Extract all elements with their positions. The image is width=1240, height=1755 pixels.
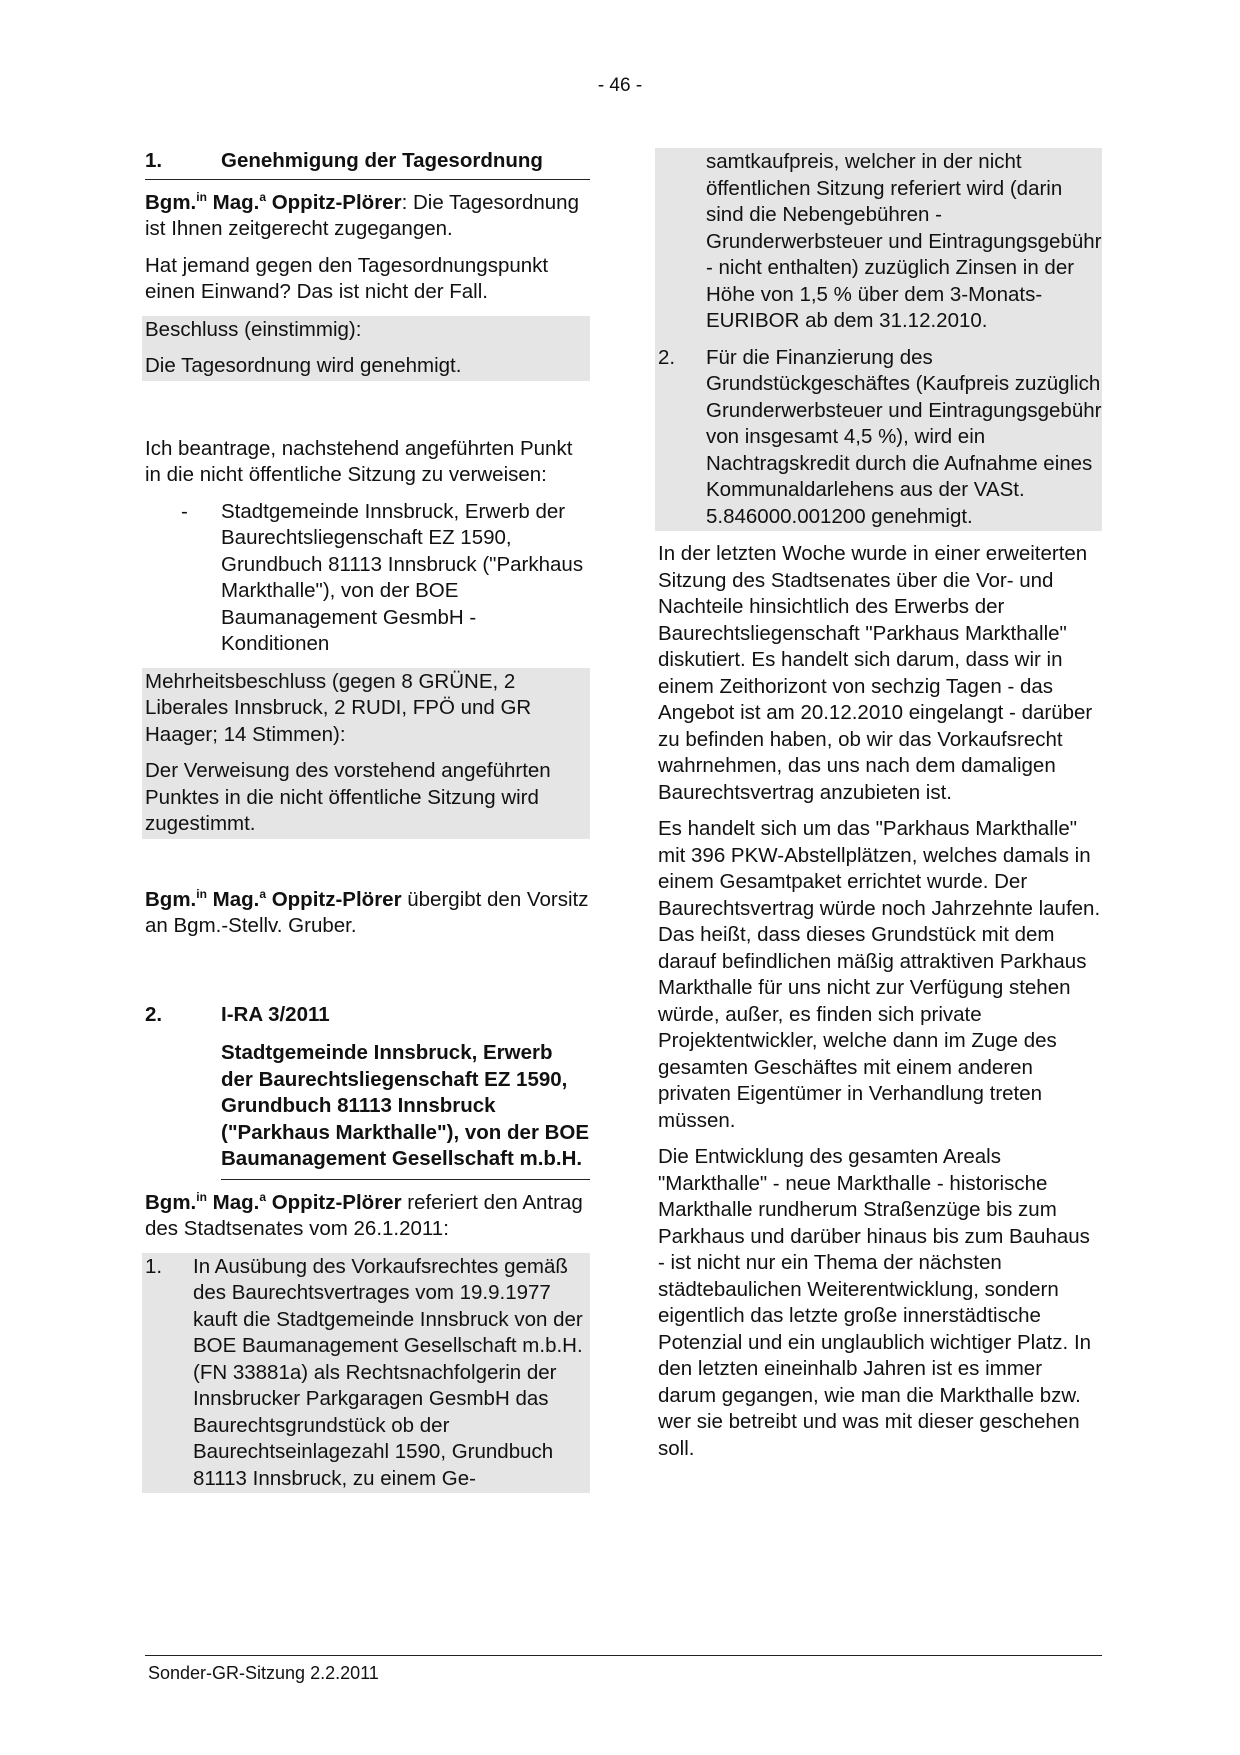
agenda-item-code: I-RA 3/2011 (221, 1002, 330, 1026)
motion-list-item (181, 499, 590, 658)
speaker-paragraph: Bgm.$^{in}$ Mag.$^a$ Oppitz-Plörer: Die Tagesordnung ist Ihnen zeitgerecht zugegangen. (145, 189, 579, 240)
point-number: 1. (145, 1254, 163, 1278)
decision-box (142, 316, 590, 381)
handover-paragraph: Bgm.$^{in}$ Mag.$^a$ Oppitz-Plörer übergibt den Vorsitz an Bgm.-Stellv. Gruber. (145, 886, 589, 937)
body-paragraph: In der letzten Woche wurde in einer erweiterten Sitzung des Stadtsenates über die Vor- und Nachteile hinsichtlich des Erwerbs der Baurechtsliegenschaft "Parkhaus Markthalle" diskutiert. Es handelt sich darum, dass wir in einem Zeithorizont von sechzig Tagen - das Angebot ist am 20.12.2010 eingelangt - darüber zu befinden haben, ob wir das Vorkaufsrecht wahrnehmen, das uns nach dem damaligen Baurechtsvertrag anzubieten ist. (658, 542, 1093, 804)
body-paragraph: Die Entwicklung des gesamten Areals "Markthalle" - neue Markthalle - historische Markthalle rundherum Straßenzüge bis zum Parkhaus und darüber hinaus bis zum Bauhaus - ist nicht nur ein Thema der nächsten städtebaulichen Weiterentwicklung, sondern eigentlich das letzte große innerstädtische Potenzial und ein unglaublich wichtiger Platz. In den letzten eineinhalb Jahren ist es immer darum gegangen, wie man die Markthalle bzw. wer sie betreibt und was mit dieser geschehen soll. (658, 1145, 1092, 1460)
point-text: Für die Finanzierung des Grundstückgeschäftes (Kaufpreis zuzüglich Grunderwerbsteuer und Eintragungsgebühr von insgesamt 4,5 %), wird ein Nachtragskredit durch die Aufnahme eines Kommunaldarlehens aus der VASt. 5.846000.001200 genehmigt. (706, 345, 1102, 528)
resolution-point-1-continued: samtkaufpreis, welcher in der nicht öffentlichen Sitzung referiert wird (darin sind die Nebengebühren - Grunderwerbsteuer und Eintragungsgebühr - nicht enthalten) zuzüglich Zinsen in der Höhe von 1,5 % über dem 3-Monats-EURIBOR ab dem 31.12.2010. (706, 150, 1102, 332)
majority-text: Der Verweisung des vorstehend angeführten Punktes in die nicht öffentliche Sitzung wird zugestimmt. (145, 759, 551, 835)
speaker-name: Bgm.$^{in}$ Mag.$^a$ Oppitz-Plörer (145, 886, 402, 911)
objection-question: Hat jemand gegen den Tagesordnungspunkt einen Einwand? Das ist nicht der Fall. (145, 253, 549, 303)
agenda-item-2-heading (145, 1002, 590, 1029)
left-column (145, 148, 590, 1493)
footer-divider (145, 1655, 1102, 1656)
majority-decision-box (142, 668, 590, 839)
majority-label: Mehrheitsbeschluss (gegen 8 GRÜNE, 2 Liberales Innsbruck, 2 RUDI, FPÖ und GR Haager; 14 Stimmen): (145, 669, 532, 746)
dash-bullet: - (181, 499, 188, 523)
intro-paragraph: Bgm.$^{in}$ Mag.$^a$ Oppitz-Plörer referiert den Antrag des Stadtsenates vom 26.1.2011: (145, 1189, 583, 1240)
resolution-point-1 (145, 1254, 590, 1493)
decision-text: Die Tagesordnung wird genehmigt. (145, 354, 462, 377)
agenda-item-title: Genehmigung der Tagesordnung (221, 149, 543, 172)
speaker-name: Bgm.$^{in}$ Mag.$^a$ Oppitz-Plörer (145, 189, 402, 214)
agenda-item-1-heading (145, 148, 590, 180)
motion-paragraph: Ich beantrage, nachstehend angeführten Punkt in die nicht öffentliche Sitzung zu verweisen: (145, 436, 573, 486)
point-number: 2. (658, 345, 676, 369)
point-text: In Ausübung des Vorkaufsrechtes gemäß des Baurechtsvertrages vom 19.9.1977 kauft die Stadtgemeinde Innsbruck von der BOE Baumanagement Gesellschaft m.b.H. (FN 33881a) als Rechtsnachfolgerin der Innsbrucker Parkgaragen GesmbH das Baurechtsgrundstück ob der Baurechtseinlagezahl 1590, Grundbuch 81113 Innsbruck, zu einem Ge- (193, 1254, 583, 1490)
speaker-name: Bgm.$^{in}$ Mag.$^a$ Oppitz-Plörer (145, 1189, 402, 1214)
body-paragraph: Es handelt sich um das "Parkhaus Markthalle" mit 396 PKW-Abstellplätzen, welches damals in einem Gesamtpaket errichtet wurde. Der Baurechtsvertrag würde noch Jahrzehnte laufen. Das heißt, dass dieses Grundstück mit dem darauf befindlichen mäßig attraktiven Parkhaus Markthalle für uns nicht zur Verfügung stehen würde, außer, es finden sich private Projektentwickler, welche dann im Zuge des gesamten Geschäftes mit einem anderen privaten Eigentümer in Verhandlung treten müssen. (658, 817, 1101, 1132)
resolution-point-2 (658, 345, 1102, 531)
motion-item-text: Stadtgemeinde Innsbruck, Erwerb der Baurechtsliegenschaft EZ 1590, Grundbuch 81113 Innsbruck ("Parkhaus Markthalle"), von der BOE Baumanagement GesmbH - Konditionen (221, 499, 584, 655)
footer-text: Sonder-GR-Sitzung 2.2.2011 (148, 1663, 379, 1683)
right-column (658, 148, 1102, 1472)
agenda-item-number: 1. (145, 149, 163, 172)
resolution-box-left (142, 1253, 590, 1494)
agenda-item-2-title: Stadtgemeinde Innsbruck, Erwerb der Baurechtsliegenschaft EZ 1590, Grundbuch 81113 Innsbruck ("Parkhaus Markthalle"), von der BOE Baumanagement Gesellschaft m.b.H. (221, 1040, 590, 1180)
decision-label: Beschluss (einstimmig): (145, 317, 362, 341)
page-number: - 46 - (597, 75, 643, 96)
resolution-box-right (655, 148, 1102, 531)
agenda-item-number: 2. (145, 1002, 163, 1026)
